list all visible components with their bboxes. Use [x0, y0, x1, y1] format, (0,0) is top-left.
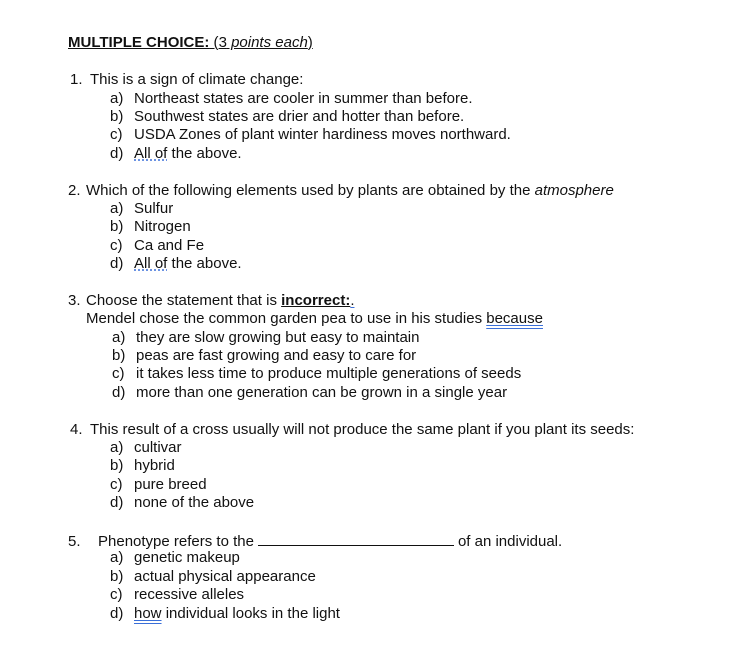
option-3d — [112, 384, 507, 402]
question-subtext: Mendel chose the common garden pea to use in his studies — [86, 310, 487, 327]
option-2b — [110, 218, 191, 236]
option-letter: b) — [112, 347, 126, 364]
grammar-flag: All of — [134, 145, 168, 162]
question-text: This is a sign of climate change: — [90, 71, 304, 88]
option-text: more than one generation can be grown in a single year — [136, 384, 508, 401]
option-text: cultivar — [134, 439, 182, 456]
option-3c — [112, 365, 521, 383]
option-letter: b) — [110, 218, 124, 235]
option-letter: a) — [110, 200, 124, 217]
option-text: it takes less time to produce multiple generations of seeds — [136, 365, 522, 382]
option-2a — [110, 200, 173, 218]
option-1d — [110, 145, 242, 163]
option-letter: b) — [110, 568, 124, 585]
option-letter: a) — [112, 329, 126, 346]
question-2 — [68, 182, 614, 200]
option-1c — [110, 126, 511, 144]
option-text: peas are fast growing and easy to care for — [136, 347, 417, 364]
option-text: the above. — [167, 145, 242, 162]
option-text: hybrid — [134, 457, 175, 474]
question-number: 2. — [68, 182, 81, 199]
option-letter: d) — [112, 384, 126, 401]
option-4a — [110, 439, 182, 457]
grammar-flag: because — [486, 310, 543, 327]
option-text: pure breed — [134, 476, 207, 493]
question-3 — [68, 292, 354, 310]
question-text: Choose the statement that is — [86, 292, 282, 309]
option-letter: a) — [110, 549, 124, 566]
option-2d — [110, 255, 242, 273]
option-letter: c) — [110, 126, 123, 143]
question-4 — [70, 421, 634, 439]
option-5c — [110, 586, 244, 604]
question-number: 1. — [70, 71, 83, 88]
option-letter: b) — [110, 457, 124, 474]
option-letter: b) — [110, 108, 124, 125]
option-1a — [110, 90, 473, 108]
question-number: 4. — [70, 421, 83, 438]
option-letter: c) — [112, 365, 125, 382]
points-close: ) — [307, 34, 313, 51]
question-number: 3. — [68, 292, 81, 309]
option-letter: d) — [110, 255, 124, 272]
section-title — [68, 34, 313, 52]
option-text: they are slow growing but easy to maintain — [136, 329, 420, 346]
question-text: Phenotype refers to the — [98, 533, 254, 550]
option-text: the above. — [167, 255, 242, 272]
option-text: USDA Zones of plant winter hardiness moves northward. — [134, 126, 511, 143]
question-text: This result of a cross usually will not produce the same plant if you plant its seeds: — [90, 421, 635, 438]
question-text: Which of the following elements used by plants are obtained by the — [86, 182, 535, 199]
question-1 — [70, 71, 303, 89]
points-open: ( — [209, 34, 219, 51]
question-5 — [68, 531, 562, 551]
option-letter: c) — [110, 476, 123, 493]
question-text-bold: incorrect: — [281, 292, 351, 309]
points-label: points each — [226, 34, 308, 51]
option-3a — [112, 329, 419, 347]
option-text: individual looks in the light — [161, 605, 340, 622]
option-5d — [110, 605, 340, 623]
answer-blank — [258, 531, 454, 546]
option-letter: d) — [110, 605, 124, 622]
option-text: actual physical appearance — [134, 568, 316, 585]
option-5a — [110, 549, 240, 567]
option-letter: c) — [110, 586, 123, 603]
option-letter: d) — [110, 145, 124, 162]
option-4b — [110, 457, 175, 475]
option-letter: c) — [110, 237, 123, 254]
question-text-italic: atmosphere — [534, 182, 614, 199]
option-text: Southwest states are drier and hotter than before. — [134, 108, 465, 125]
option-text: Nitrogen — [134, 218, 191, 235]
question-number: 5. — [68, 533, 81, 550]
option-text: Sulfur — [134, 200, 174, 217]
option-4c — [110, 476, 207, 494]
option-3b — [112, 347, 416, 365]
section-heading: MULTIPLE CHOICE: — [68, 34, 210, 51]
option-letter: a) — [110, 439, 124, 456]
question-text-dot: . — [350, 292, 355, 309]
option-2c — [110, 237, 204, 255]
option-text: none of the above — [134, 494, 255, 511]
grammar-flag: All of — [134, 255, 168, 272]
option-4d — [110, 494, 254, 512]
option-text: Northeast states are cooler in summer than before. — [134, 90, 473, 107]
option-letter: d) — [110, 494, 124, 511]
option-5b — [110, 568, 316, 586]
option-text: recessive alleles — [134, 586, 245, 603]
option-1b — [110, 108, 464, 126]
question-text-after: of an individual. — [457, 533, 563, 550]
option-text: genetic makeup — [134, 549, 240, 566]
option-letter: a) — [110, 90, 124, 107]
option-text: Ca and Fe — [134, 237, 205, 254]
points-number: 3 — [218, 34, 227, 51]
question-3-subtext — [86, 310, 543, 328]
grammar-flag: how — [134, 605, 162, 622]
